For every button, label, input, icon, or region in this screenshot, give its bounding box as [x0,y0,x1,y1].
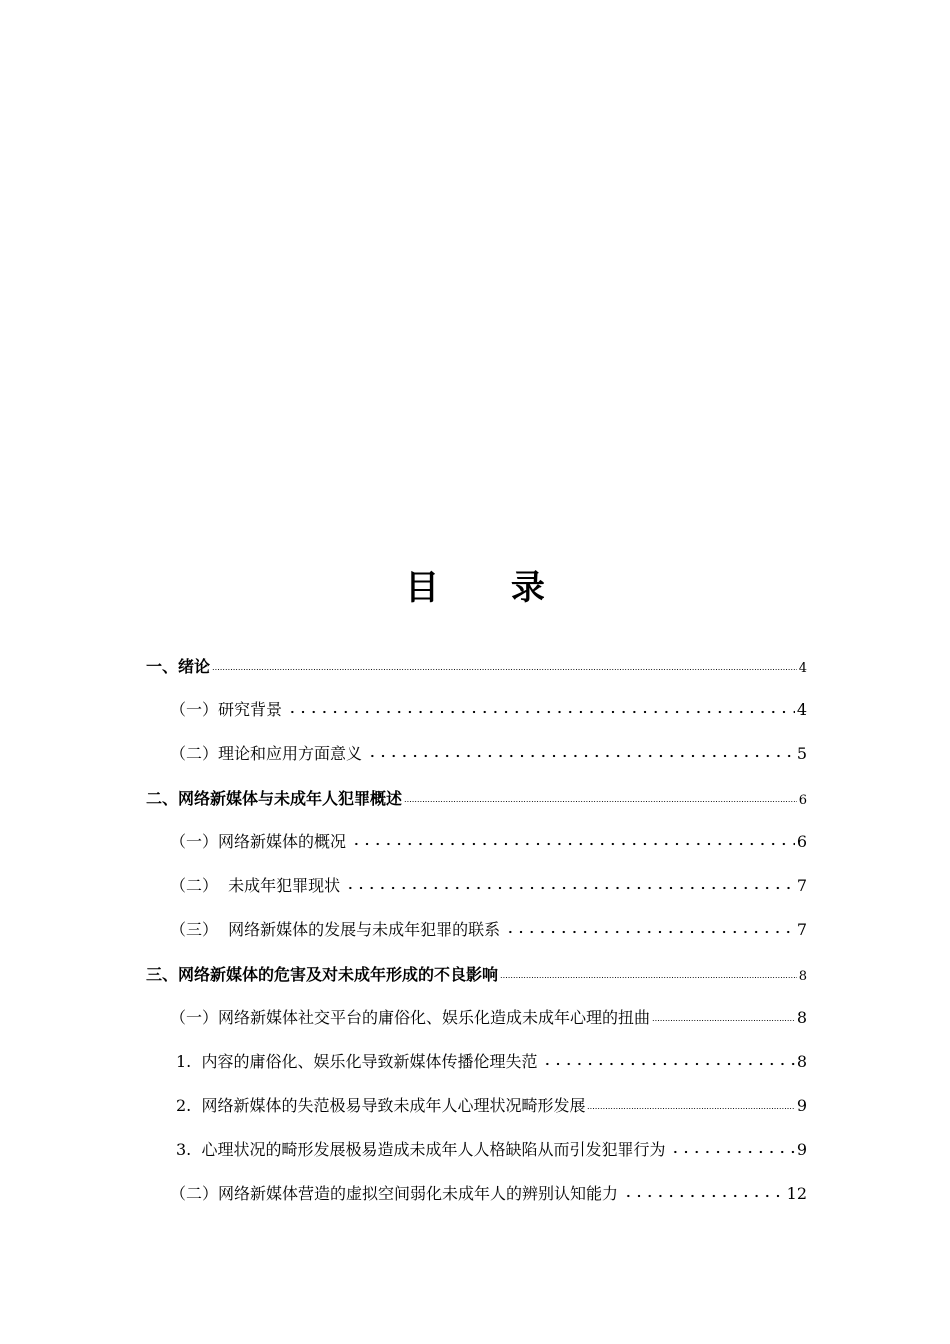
toc-entry[interactable] [176,1137,807,1161]
toc-entry[interactable] [170,697,807,721]
toc-entry-text: 2. 网络新媒体的失范极易导致未成年人心理状况畸形发展 [176,1096,586,1115]
toc-entry-page: 4 [796,700,807,719]
toc-leader-dots [667,1137,794,1155]
toc-leader-dots [404,788,797,804]
toc-entry[interactable] [170,917,807,941]
toc-entry-text: （二） 未成年犯罪现状 [170,876,341,895]
toc-leader-dots [342,873,795,891]
toc-leader-dots [539,1049,794,1067]
toc-entry-page: 4 [798,661,807,676]
toc-entry-page: 8 [798,969,807,984]
toc-leader-dots [620,1181,785,1199]
toc-entry-page: 5 [796,744,807,763]
toc-entry[interactable] [170,873,807,897]
toc-entry-page: 12 [786,1184,807,1203]
toc-entry-text: （一）网络新媒体社交平台的庸俗化、娱乐化造成未成年心理的扭曲 [170,1008,651,1027]
toc-entry-text: 三、网络新媒体的危害及对未成年形成的不良影响 [146,965,499,984]
toc-entry[interactable] [170,741,807,765]
toc-entry-page: 7 [796,920,807,939]
toc-entry[interactable] [170,829,807,853]
toc-entry[interactable] [146,962,807,986]
toc-entry-page: 9 [796,1140,807,1159]
toc-entry-text: 一、绪论 [146,657,211,676]
toc-entry-text: （一）研究背景 [170,700,283,719]
toc-entry[interactable] [146,654,807,678]
toc-entry-page: 8 [796,1008,807,1027]
toc-leader-dots [502,917,795,935]
toc-leader-dots [212,656,797,672]
toc-entry-page: 6 [798,793,807,808]
toc-entry[interactable] [146,786,807,810]
toc-entry-page: 9 [796,1096,807,1115]
toc-leader-dots [348,829,795,847]
toc-leader-dots [587,1095,794,1111]
toc-entry-text: （二）网络新媒体营造的虚拟空间弱化未成年人的辨别认知能力 [170,1184,619,1203]
toc-entry[interactable] [170,1005,807,1029]
toc-entry[interactable] [176,1093,807,1117]
toc-entry-page: 6 [796,832,807,851]
toc-entry-page: 8 [796,1052,807,1071]
toc-entry-text: （三） 网络新媒体的发展与未成年犯罪的联系 [170,920,501,939]
toc-entry[interactable] [170,1181,807,1205]
toc-entry[interactable] [176,1049,807,1073]
toc-leader-dots [364,741,795,759]
toc-entry-text: 3. 心理状况的畸形发展极易造成未成年人人格缺陷从而引发犯罪行为 [176,1140,666,1159]
toc-leader-dots [500,964,797,980]
toc-entry-page: 7 [796,876,807,895]
toc-entry-text: 1. 内容的庸俗化、娱乐化导致新媒体传播伦理失范 [176,1052,538,1071]
toc-title: 目 录 [405,568,575,608]
toc-entry-text: 二、网络新媒体与未成年人犯罪概述 [146,789,403,808]
toc-entry-text: （一）网络新媒体的概况 [170,832,347,851]
toc-leader-dots [652,1007,795,1023]
toc-entry-text: （二）理论和应用方面意义 [170,744,363,763]
toc-leader-dots [284,697,795,715]
